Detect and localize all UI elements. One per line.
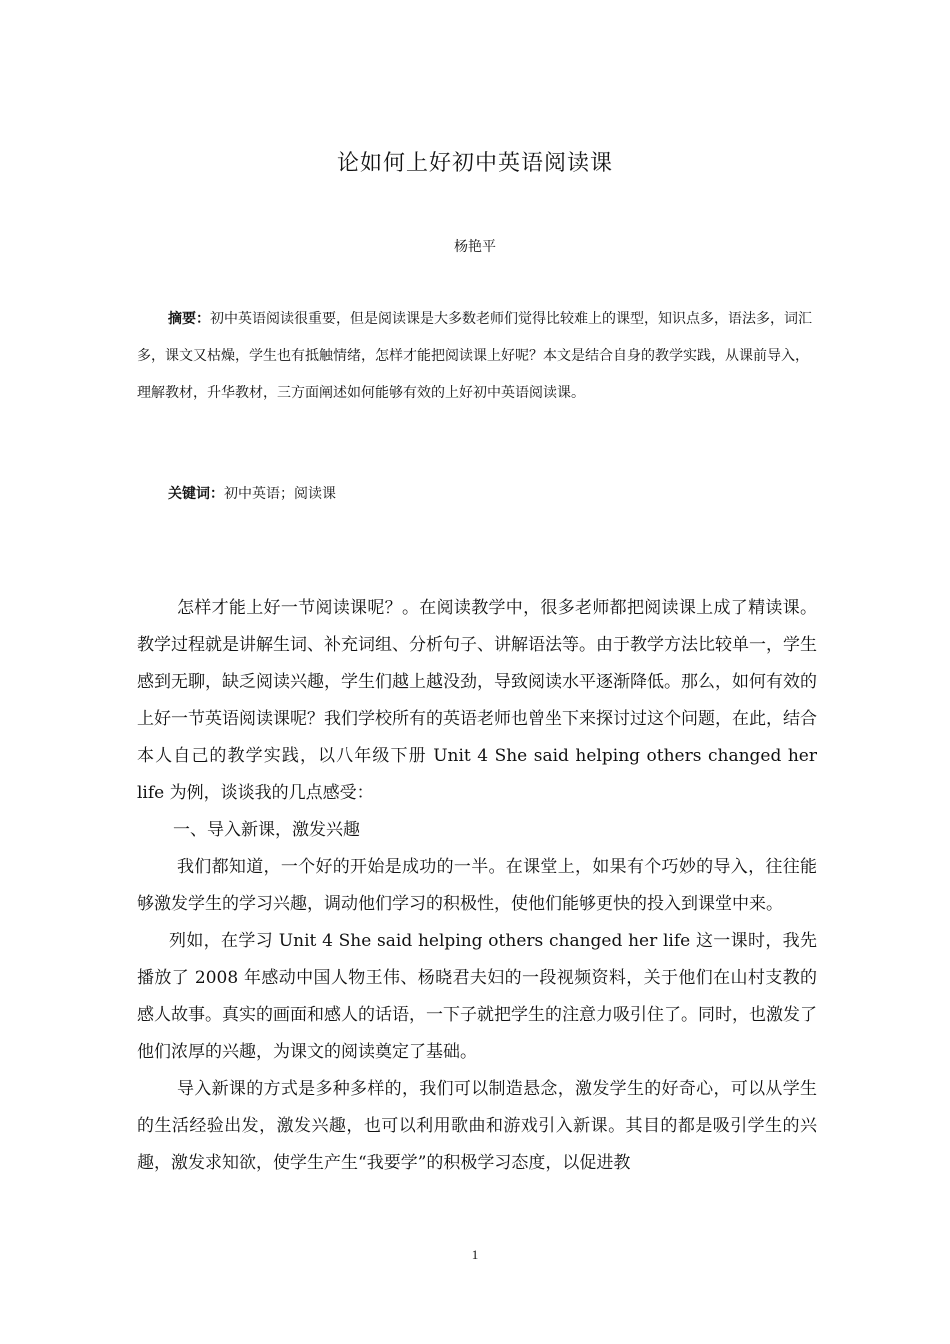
abstract-text: 初中英语阅读很重要，但是阅读课是大多数老师们觉得比较难上的课型，知识点多，语法多，词汇多，课文又枯燥，学生也有抵触情绪，怎样才能把阅读课上好呢？本文是结合自身的教学实践，从课前导入，理解教材，升华教材，三方面阐述如何能够有效的上好初中英语阅读课。 [137,311,812,401]
keywords-section [137,480,817,508]
abstract-label: 摘要： [168,311,210,327]
page-number: 1 [471,1247,479,1262]
body-paragraph: 怎样才能上好一节阅读课呢？。在阅读教学中，很多老师都把阅读课上成了精读课。教学过程就是讲解生词、补充词组、分析句子、讲解语法等。由于教学方法比较单一，学生感到无聊，缺乏阅读兴趣，学生们越上越没劲，导致阅读水平逐渐降低。那么，如何有效的上好一节英语阅读课呢？我们学校所有的英语老师也曾坐下来探讨过这个问题，在此，结合本人自己的教学实践，以八年级下册 Unit 4 She said helping others changed her life 为例，谈谈我的几点感受： [137,598,817,803]
body-paragraph: 列如，在学习 Unit 4 She said helping others changed her life 这一课时，我先播放了 2008 年感动中国人物王伟、杨晓君夫妇的一段视频资料，关于他们在山村支教的感人故事。真实的画面和感人的话语，一下子就把学生的注意力吸引住了。同时，也激发了他们浓厚的兴趣，为课文的阅读奠定了基础。 [137,931,817,1062]
keywords-text: 初中英语；阅读课 [224,486,336,502]
document-title: 论如何上好初中英语阅读课 [336,151,613,176]
section-heading: 一、导入新课，激发兴趣 [173,820,360,840]
keywords-label: 关键词： [168,486,224,502]
abstract-section [137,301,817,412]
body-paragraph: 我们都知道，一个好的开始是成功的一半。在课堂上，如果有个巧妙的导入，往往能够激发学生的学习兴趣，调动他们学习的积极性，使他们能够更快的投入到课堂中来。 [137,857,817,914]
body-paragraph: 导入新课的方式是多种多样的，我们可以制造悬念，激发学生的好奇心，可以从学生的生活经验出发，激发兴趣，也可以利用歌曲和游戏引入新课。其目的都是吸引学生的兴趣，激发求知欲，使学生产生“我要学”的积极学习态度，以促进教 [137,1079,817,1173]
body-text [137,590,817,1182]
author-name: 杨艳平 [454,239,496,255]
